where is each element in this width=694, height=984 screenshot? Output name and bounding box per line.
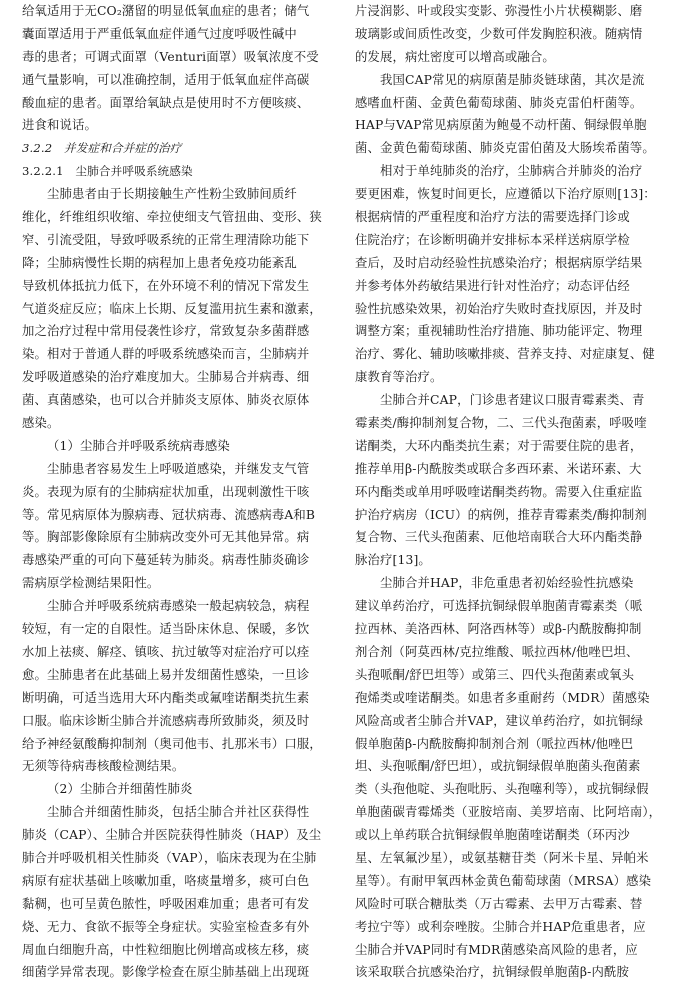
text-line: 推荐单用β-内酰胺类或联合多西环素、米诺环素、大 bbox=[355, 461, 642, 476]
text-line: 假单胞菌β-内酰胺酶抑制剂合剂（哌拉西林/他唑巴 bbox=[355, 736, 634, 751]
text-line: 的发展，病灶密度可以增高或融合。 bbox=[355, 49, 555, 64]
text-line: 治疗、雾化、辅助咳嗽排痰、营养支持、对症康复、健 bbox=[355, 347, 655, 362]
text-line: 尘肺合并细菌性肺炎，包括尘肺合并社区获得性 bbox=[47, 805, 310, 820]
text-line: 剂合剂（阿莫西林/克拉维酸、哌拉西林/他唑巴坦、 bbox=[355, 644, 639, 659]
text-line: 酸血症的患者。面罩给氧缺点是使用时不方便咳痰、 bbox=[22, 95, 310, 110]
text-line: 霉素类/酶抑制剂复合物，二、三代头孢菌素，呼吸喹 bbox=[355, 416, 647, 431]
text-line: 无须等待病毒核酸检测结果。 bbox=[22, 759, 185, 774]
text-line: 孢烯类或喹诺酮类。如患者多重耐药（MDR）菌感染 bbox=[355, 690, 650, 705]
text-line: 维化，纤维组织收缩、牵拉使细支气管扭曲、变形、狭 bbox=[22, 210, 322, 225]
text-line: 毒感染严重的可向下蔓延转为肺炎。病毒性肺炎确诊 bbox=[22, 553, 310, 568]
text-line: 验性抗感染效果，初始治疗失败时查找原因，并及时 bbox=[355, 301, 643, 316]
text-line: 黏稠，也可呈黄色脓性，呼吸困难加重；患者可有发 bbox=[22, 896, 310, 911]
text-line: 炎。表现为原有的尘肺病症状加重，出现刺激性干咳 bbox=[22, 484, 310, 499]
text-line: 周血白细胞升高，中性粒细胞比例增高或核左移，痰 bbox=[22, 942, 310, 957]
text-line: 尘肺合并VAP同时有MDR菌感染高风险的患者，应 bbox=[355, 942, 638, 957]
text-line: 单胞菌碳青霉烯类（亚胺培南、美罗培南、比阿培南）， bbox=[355, 805, 662, 820]
text-line: 风险高或者尘肺合并VAP，建议单药治疗，如抗铜绿 bbox=[355, 713, 644, 728]
text-line: 水加上祛痰、解痉、镇咳、抗过敏等对症治疗可以痊 bbox=[22, 644, 310, 659]
text-line: 尘肺合并CAP，门诊患者建议口服青霉素类、青 bbox=[380, 393, 645, 408]
text-line: 要更困难，恢复时间更长，应遵循以下治疗原则[13]： bbox=[355, 187, 656, 202]
text-line: 该采取联合抗感染治疗，抗铜绿假单胞菌β-内酰胺 bbox=[355, 965, 629, 980]
text-line: 类（头孢他啶、头孢吡肟、头孢噻利等），或抗铜绿假 bbox=[355, 782, 649, 797]
text-line: 尘肺患者由于长期接触生产性粉尘致肺间质纤 bbox=[47, 187, 297, 202]
text-line: 给予神经氨酸酶抑制剂（奥司他韦、扎那米韦）口服， bbox=[22, 736, 322, 751]
text-line: 愈。尘肺患者在此基础上易并发细菌性感染，一旦诊 bbox=[22, 667, 310, 682]
text-line: HAP与VAP常见病原菌为鲍曼不动杆菌、铜绿假单胞 bbox=[355, 118, 647, 133]
text-line: 气道炎症反应；临床上长期、反复滥用抗生素和激素， bbox=[22, 301, 322, 316]
text-line: 并参考体外药敏结果进行针对性治疗；动态评估经 bbox=[355, 278, 630, 293]
text-line: 脉治疗[13]。 bbox=[355, 553, 431, 568]
text-line: 查后，及时启动经验性抗感染治疗；根据病原学结果 bbox=[355, 255, 643, 270]
text-line: 诺酮类，大环内酯类抗生素；对于需要住院的患者， bbox=[355, 438, 643, 453]
text-line: 头孢哌酮/舒巴坦等）或第三、四代头孢菌素或氧头 bbox=[355, 667, 635, 682]
text-line: 住院治疗；在诊断明确并安排标本采样送病原学检 bbox=[355, 232, 630, 247]
text-line: 3.2.2.1 尘肺合并呼吸系统感染 bbox=[22, 164, 193, 179]
right-text-column bbox=[355, 0, 680, 984]
text-line: 3.2.2 并发症和合并症的治疗 bbox=[22, 141, 182, 156]
text-line: 进食和说话。 bbox=[22, 118, 97, 133]
text-line: 较短，有一定的自限性。适当卧床休息、保暖，多饮 bbox=[22, 622, 310, 637]
text-line: 给氧适用于无CO₂潴留的明显低氧血症的患者；储气 bbox=[22, 4, 310, 18]
text-line: （1）尘肺合并呼吸系统病毒感染 bbox=[47, 438, 230, 453]
text-line: 根据病情的严重程度和治疗方法的需要选择门诊或 bbox=[355, 210, 630, 225]
text-line: 感嗜血杆菌、金黄色葡萄球菌、肺炎克雷伯杆菌等。 bbox=[355, 95, 643, 110]
text-line: 断明确，可适当选用大环内酯类或氟喹诺酮类抗生素 bbox=[22, 690, 310, 705]
text-line: 感染。 bbox=[22, 416, 60, 431]
text-line: 风险时可联合糖肽类（万古霉素、去甲万古霉素、替 bbox=[355, 896, 643, 911]
text-line: 等。常见病原体为腺病毒、冠状病毒、流感病毒A和B bbox=[22, 507, 316, 522]
text-line: 病原有症状基础上咳嗽加重，咯痰量增多，痰可白色 bbox=[22, 873, 310, 888]
text-line: 菌、金黄色葡萄球菌、肺炎克雷伯菌及大肠埃希菌等。 bbox=[355, 141, 655, 156]
text-line: 玻璃影或间质性改变，少数可伴发胸腔积液。随病情 bbox=[355, 26, 643, 41]
text-line: 囊面罩适用于严重低氧血症伴通气过度呼吸性碱中 bbox=[22, 26, 297, 41]
text-line: 片浸润影、叶或段实变影、弥漫性小片状模糊影、磨 bbox=[355, 4, 643, 18]
left-text-column bbox=[22, 0, 347, 984]
text-line: 尘肺患者容易发生上呼吸道感染，并继发支气管 bbox=[47, 461, 310, 476]
text-line: 拉西林、美洛西林、阿洛西林等）或β-内酰胺酶抑制 bbox=[355, 622, 642, 637]
text-line: 发呼吸道感染的治疗难度加大。尘肺易合并病毒、细 bbox=[22, 370, 310, 385]
text-line: 或以上单药联合抗铜绿假单胞菌喹诺酮类（环丙沙 bbox=[355, 828, 630, 843]
text-line: 相对于单纯肺炎的治疗，尘肺病合并肺炎的治疗 bbox=[380, 164, 643, 179]
text-line: 染。相对于普通人群的呼吸系统感染而言，尘肺病并 bbox=[22, 347, 310, 362]
text-line: 建议单药治疗，可选择抗铜绿假单胞菌青霉素类（哌 bbox=[355, 599, 643, 614]
text-line: 尘肺合并HAP，非危重患者初始经验性抗感染 bbox=[380, 576, 634, 591]
text-line: 护治疗病房（ICU）的病例，推荐青霉素类/酶抑制剂 bbox=[355, 507, 647, 522]
text-line: 毒的患者；可调式面罩（Venturi面罩）吸氧浓度不受 bbox=[22, 49, 319, 64]
text-line: 康教育等治疗。 bbox=[355, 370, 443, 385]
text-line: 菌、真菌感染，也可以合并肺炎支原体、肺炎衣原体 bbox=[22, 393, 310, 408]
text-line: 肺合并呼吸机相关性肺炎（VAP），临床表现为在尘肺 bbox=[22, 850, 317, 865]
text-line: 我国CAP常见的病原菌是肺炎链球菌，其次是流 bbox=[380, 72, 645, 87]
text-line: 烧、无力、食欲不振等全身症状。实验室检查多有外 bbox=[22, 919, 310, 934]
text-line: 细菌学异常表现。影像学检查在原尘肺基础上出现斑 bbox=[22, 965, 310, 980]
text-line: 复合物、三代头孢菌素、厄他培南联合大环内酯类静 bbox=[355, 530, 643, 545]
text-line: 肺炎（CAP）、尘肺合并医院获得性肺炎（HAP）及尘 bbox=[22, 828, 322, 843]
text-line: 加之治疗过程中常用侵袭性诊疗，常致复杂多菌群感 bbox=[22, 324, 310, 339]
text-line: 降；尘肺病慢性长期的病程加上患者免疫功能紊乱 bbox=[22, 255, 297, 270]
text-line: 窄、引流受阻，导致呼吸系统的正常生理清除功能下 bbox=[22, 232, 310, 247]
text-line: 等。胸部影像除原有尘肺病改变外可无其他异常。病 bbox=[22, 530, 310, 545]
text-line: 星等）。有耐甲氧西林金黄色葡萄球菌（MRSA）感染 bbox=[355, 873, 652, 888]
text-line: 调整方案；重视辅助性治疗措施、肺功能评定、物理 bbox=[355, 324, 643, 339]
text-line: 需病原学检测结果阳性。 bbox=[22, 576, 160, 591]
text-line: 坦、头孢哌酮/舒巴坦），或抗铜绿假单胞菌头孢菌素 bbox=[355, 759, 641, 774]
text-line: 环内酯类或单用呼吸喹诺酮类药物。需要入住重症监 bbox=[355, 484, 643, 499]
text-line: 口服。临床诊断尘肺合并流感病毒所致肺炎，须及时 bbox=[22, 713, 310, 728]
text-line: 考拉宁等）或利奈唑胺。尘肺合并HAP危重患者，应 bbox=[355, 919, 646, 934]
text-line: 尘肺合并呼吸系统病毒感染一般起病较急，病程 bbox=[47, 599, 310, 614]
text-line: 星、左氧氟沙星），或氨基糖苷类（阿米卡星、异帕米 bbox=[355, 850, 649, 865]
text-line: 导致机体抵抗力低下，在外环境不利的情况下常发生 bbox=[22, 278, 310, 293]
text-line: 通气量影响，可以准确控制，适用于低氧血症伴高碳 bbox=[22, 72, 310, 87]
text-line: （2）尘肺合并细菌性肺炎 bbox=[47, 782, 193, 797]
